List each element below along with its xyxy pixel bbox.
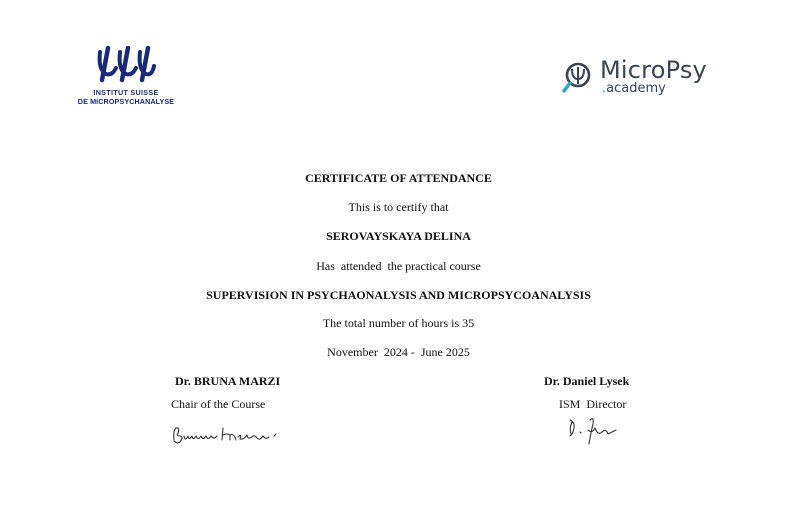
institute-psi-logo-icon	[92, 44, 158, 84]
signatory-role-director: ISM Director	[559, 397, 627, 411]
brand-name: MicroPsy	[600, 56, 707, 84]
institute-logo	[70, 44, 182, 108]
handwritten-signature-marzi	[170, 422, 286, 448]
certificate-title: CERTIFICATE OF ATTENDANCE	[305, 171, 492, 185]
brand-subtitle: .academy	[602, 81, 666, 96]
signatory-name-director: Dr. Daniel Lysek	[544, 374, 630, 388]
handwritten-signature-lysek	[566, 414, 622, 448]
certify-intro: This is to certify that	[348, 200, 449, 214]
signatory-name-chair: Dr. BRUNA MARZI	[175, 374, 281, 388]
magnifier-psi-logo-icon	[562, 60, 598, 96]
recipient-name: SEROVAYSKAYA DELINA	[326, 229, 471, 243]
micropsy-logo	[562, 58, 732, 100]
hours-text: The total number of hours is 35	[322, 316, 475, 330]
institute-name-line1: INSTITUT SUISSE	[93, 88, 159, 97]
course-period: November 2024 - June 2025	[327, 345, 470, 359]
signatory-role-chair: Chair of the Course	[171, 397, 266, 411]
attended-text: Has attended the practical course	[316, 259, 481, 273]
course-name: SUPERVISION IN PSYCHAONALYSIS AND MICROPSYCOANALYSIS	[206, 288, 591, 302]
institute-name-line2: DE MICROPSYCHANALYSE	[77, 97, 175, 106]
